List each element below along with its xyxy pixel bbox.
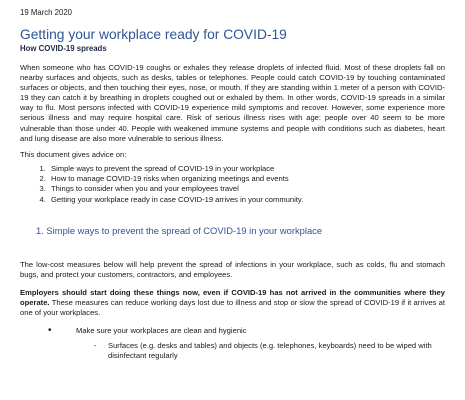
bullet-item bbox=[48, 326, 445, 335]
start-now-paragraph bbox=[20, 288, 445, 318]
low-cost-paragraph: The low-cost measures below will help prevent the spread of infections in your workplace, such as colds, flu and stomach bugs, and protect your customers, contractors, and employees. bbox=[20, 260, 445, 280]
advice-item: 3. Things to consider when you and your employees travel bbox=[48, 184, 445, 194]
section-1-heading: 1. Simple ways to prevent the spread of COVID-19 in your workplace bbox=[36, 225, 323, 237]
advice-item: 4. Getting your workplace ready in case COVID-19 arrives in your community. bbox=[48, 195, 445, 205]
document-date: 19 March 2020 bbox=[20, 8, 73, 17]
advice-lead-text: This document gives advice on: bbox=[20, 149, 127, 159]
intro-paragraph: When someone who has COVID-19 coughs or exhales they release droplets of infected fluid. Most of these droplets fall on nearby surfaces and objects, such as desks, tables or telephones. People could catch COVID-19 by touching contaminated surfaces or objects, and then touching their eyes, nose, or mouth. If they are standing within 1 meter of a person with COVID-19 they can catch it by breathing in droplets coughed out or exhaled by them. In other words, COVID-19 spreads in a similar way to flu. Most persons infected with COVID-19 experience mild symptoms and recover. However, some experience more serious illness and may require hospital care. Risk of serious illness rises with age: people over 40 seem to be more vulnerable than those under 40. People with weakened immune systems and people with conditions such as diabetes, heart and lung disease are also more vulnerable to serious illness. bbox=[20, 63, 445, 143]
start-now-bold-text: Employers should start doing these things now, even if COVID-19 has not arrived in the communities where they operate. bbox=[20, 288, 445, 308]
section-subheading: How COVID-19 spreads bbox=[20, 44, 107, 53]
start-now-rest-text: These measures can reduce working days lost due to illness and stop or slow the spread of COVID-19 if it arrives at one of your workplaces. bbox=[20, 298, 445, 318]
document-title: Getting your workplace ready for COVID-19 bbox=[20, 27, 287, 42]
advice-item: 1. Simple ways to prevent the spread of COVID-19 in your workplace bbox=[48, 164, 445, 174]
sub-bullet-text: Surfaces (e.g. desks and tables) and objects (e.g. telephones, keyboards) need to be wiped with disinfectant regularly bbox=[108, 340, 432, 360]
advice-list bbox=[20, 164, 445, 205]
sub-bullet-item bbox=[94, 341, 445, 361]
dash-icon: - bbox=[94, 340, 97, 350]
bullet-text: Make sure your workplaces are clean and hygienic bbox=[76, 325, 247, 335]
advice-item: 2. How to manage COVID-19 risks when organizing meetings and events bbox=[48, 174, 445, 184]
bullet-icon: • bbox=[48, 324, 52, 336]
